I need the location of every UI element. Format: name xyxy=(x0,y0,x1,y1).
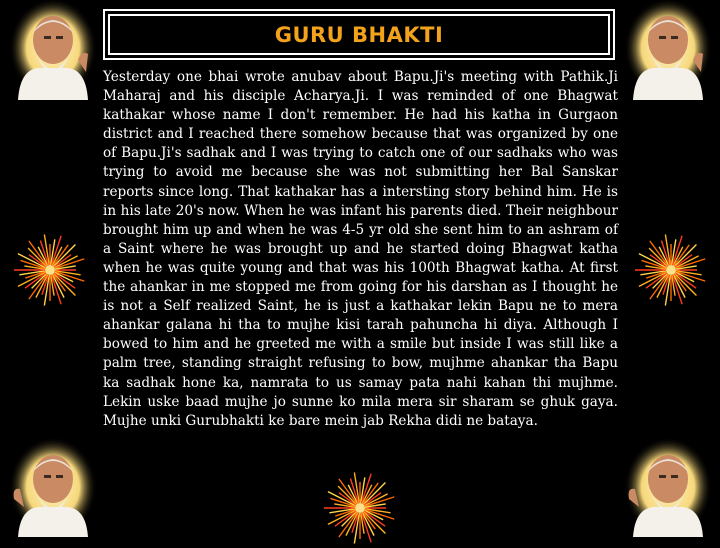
page-title: GURU BHAKTI xyxy=(274,22,444,47)
portrait-top-left xyxy=(8,0,98,100)
firework-right xyxy=(633,234,709,310)
portrait-bottom-left xyxy=(8,437,98,537)
body-paragraph: Yesterday one bhai wrote anubav about Bapu.Ji's meeting with Pathik.Ji Maharaj and his disciple Acharya.Ji. I was reminded of one Bhagwat kathakar whose name I don't remember. He had his katha in Gurgaon district and I reached there somehow because that was organized by one of Bapu.Ji's sadhak and I was trying to catch one of our sadhaks who was trying to avoid me because she was not submitting her Bal Sanskar reports since long. That kathakar has a intersting story behind him. He is in his late 20's now. When he was infant his parents died. Their neighbour brought him up and when he was 4-5 yr old she sent him to an ashram of a Saint where he was brought up and he started doing Bhagwat katha when he was quite young and that was his 100th Bhagwat katha. At first the ahankar in me stopped me from going for his darshan as I thought he is not a Self realized Saint, he is just a kathakar lekin Bapu ne to mera ahankar galana hi tha to mujhe kisi tarah pahuncha hi diya. Although I bowed to him and he greeted me with a smile but inside I was still like a palm tree, standing straight refusing to bow, mujhme ahankar tha Bapu ka sadhak hone ka, namrata to us samay pata nahi kahan thi mujhme. Lekin uske baad mujhe jo sunne ko mila mera sir sharam se ghuk gaya. Mujhe unki Gurubhakti ke bare mein jab Rekha didi ne bataya. xyxy=(103,69,618,429)
title-inner-frame xyxy=(108,14,610,55)
firework-left xyxy=(12,234,88,310)
firework-bottom xyxy=(322,472,398,548)
portrait-top-right xyxy=(623,0,713,100)
title-frame xyxy=(103,9,615,60)
portrait-bottom-right xyxy=(623,437,713,537)
